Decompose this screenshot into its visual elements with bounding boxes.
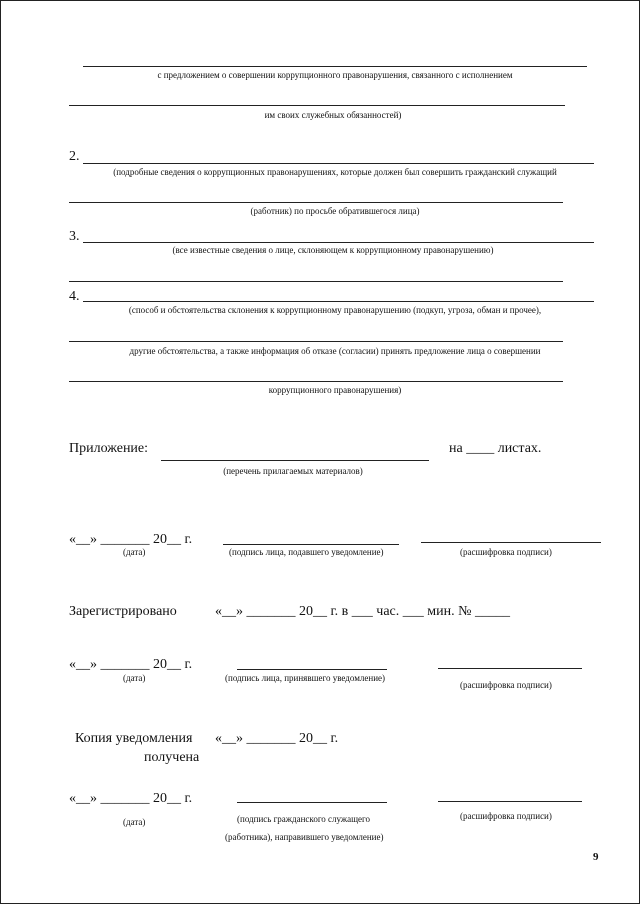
- caption: (перечень прилагаемых материалов): [223, 466, 363, 476]
- attachment-pages: на ____ листах.: [449, 441, 542, 456]
- fill-line: [83, 301, 594, 302]
- caption: другие обстоятельства, а также информация об отказе (согласии) принять предложение лица о совершении: [129, 346, 541, 356]
- copy-label: Копия уведомления: [75, 731, 193, 746]
- section-number: 3.: [69, 229, 80, 244]
- date-field: «__» _______ 20__ г.: [69, 791, 193, 806]
- signature-line: [421, 542, 601, 543]
- registered-label: Зарегистрировано: [69, 604, 177, 619]
- caption: им своих служебных обязанностей): [264, 110, 402, 120]
- attachment-label: Приложение:: [69, 441, 149, 456]
- signature-line: [237, 669, 387, 670]
- caption: (работник) по просьбе обратившегося лица): [250, 206, 420, 216]
- fill-line: [83, 66, 587, 67]
- fill-line: [69, 341, 563, 342]
- copy-date: «__» _______ 20__ г.: [215, 731, 339, 746]
- registration-line: «__» _______ 20__ г. в ___ час. ___ мин. № _____: [215, 604, 510, 619]
- section-number: 2.: [69, 149, 80, 164]
- signature-line: [438, 801, 582, 802]
- caption: (подпись лица, подавшего уведомление): [229, 547, 384, 557]
- date-field: «__» _______ 20__ г.: [69, 532, 193, 547]
- caption: (расшифровка подписи): [460, 547, 552, 557]
- caption: (все известные сведения о лице, склоняющем к коррупционному правонарушению): [172, 245, 494, 255]
- fill-line: [69, 381, 563, 382]
- caption: (работника), направившего уведомление): [225, 832, 384, 842]
- caption: (подробные сведения о коррупционных правонарушениях, которые должен был совершить гражданский служащий: [113, 167, 557, 177]
- fill-line: [69, 105, 565, 106]
- caption: (способ и обстоятельства склонения к коррупционному правонарушению (подкуп, угроза, обман и прочее),: [128, 305, 542, 315]
- signature-line: [223, 544, 399, 545]
- caption: (дата): [123, 547, 146, 557]
- signature-line: [237, 802, 387, 803]
- page-number: 9: [593, 851, 599, 863]
- fill-line: [161, 460, 429, 461]
- copy-label-2: получена: [144, 750, 200, 765]
- fill-line: [69, 202, 563, 203]
- caption: (подпись лица, принявшего уведомление): [225, 673, 386, 683]
- fill-line: [69, 281, 563, 282]
- fill-line: [83, 242, 594, 243]
- caption: (расшифровка подписи): [460, 680, 552, 690]
- caption: (дата): [123, 673, 146, 683]
- caption: (расшифровка подписи): [460, 811, 552, 821]
- section-number: 4.: [69, 289, 80, 304]
- caption: с предложением о совершении коррупционного правонарушения, связанного с исполнением: [157, 70, 513, 80]
- fill-line: [83, 163, 594, 164]
- caption: (подпись гражданского служащего: [237, 814, 371, 824]
- caption: коррупционного правонарушения): [268, 385, 402, 395]
- caption: (дата): [123, 817, 146, 827]
- signature-line: [438, 668, 582, 669]
- date-field: «__» _______ 20__ г.: [69, 657, 193, 672]
